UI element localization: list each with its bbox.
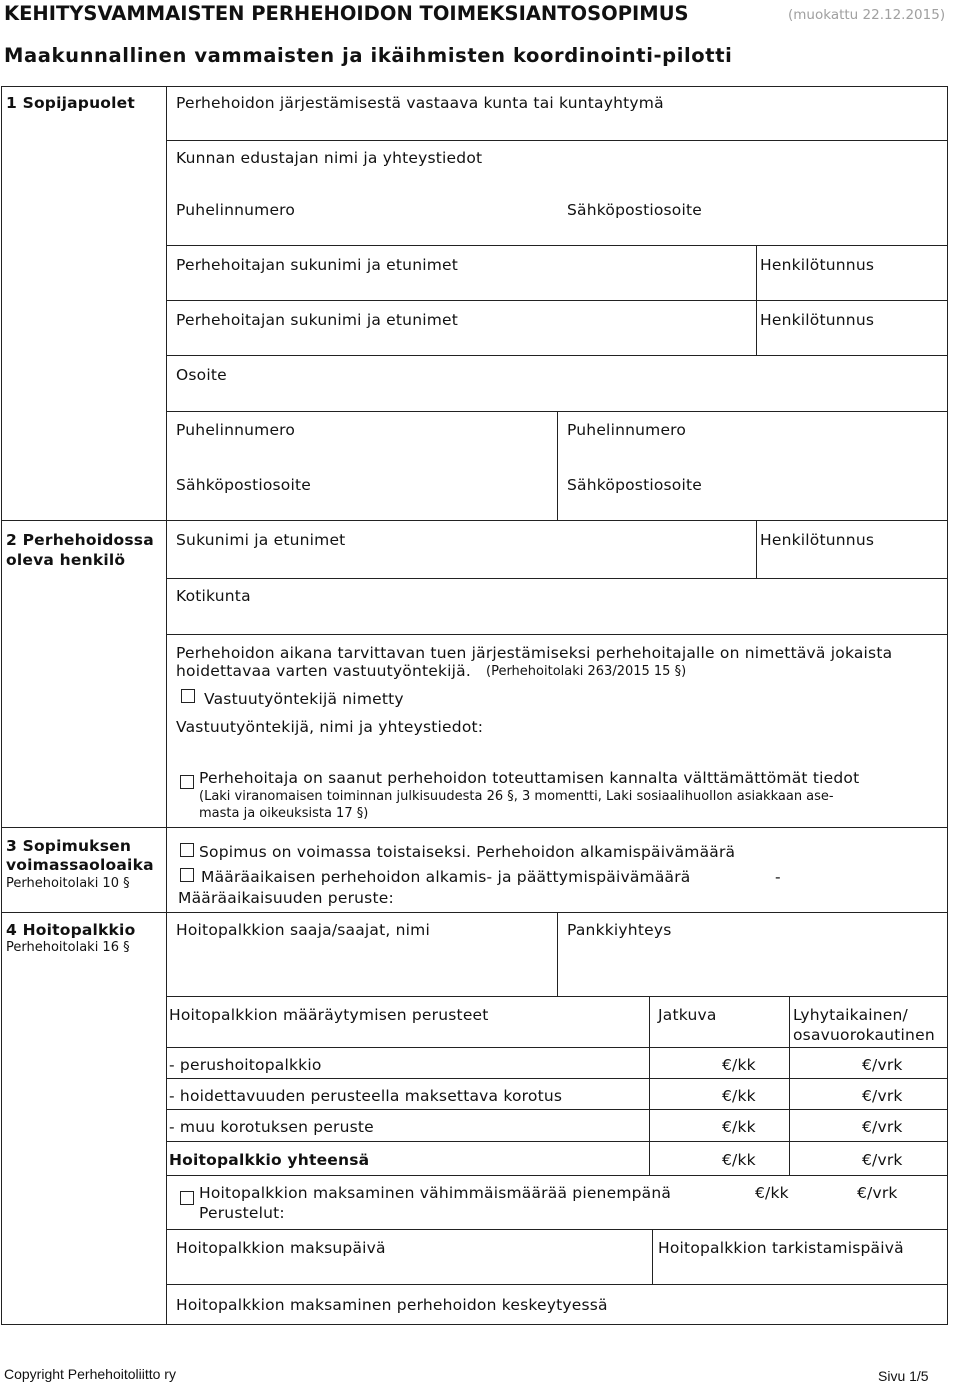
fixed-reason-label: Määräaikaisuuden peruste: — [178, 889, 394, 907]
responsible-text-line2: hoidettavaa varten vastuutyöntekijä. — [176, 662, 472, 680]
fixed-term-checkbox[interactable] — [180, 868, 194, 882]
fee-row-monthly: €/kk — [722, 1056, 756, 1074]
info-received-label: Perhehoitaja on saanut perhehoidon toteuttamisen kannalta välttämättömät tiedot — [199, 769, 860, 787]
phone2-label: Puhelinnumero — [567, 421, 687, 439]
fee-total-monthly: €/kk — [722, 1151, 756, 1169]
section2-heading-line1: 2 Perhehoidossa — [6, 531, 154, 549]
fee-row-label: - perushoitopalkkio — [169, 1056, 322, 1074]
phone1-label: Puhelinnumero — [176, 421, 296, 439]
interruption-label: Hoitopalkkion maksaminen perhehoidon keskeytyessä — [176, 1296, 608, 1314]
caregiver1-name-label: Perhehoitajan sukunimi ja etunimet — [176, 256, 459, 274]
person-id-label: Henkilötunnus — [760, 531, 875, 549]
fee-table-col1-header: Hoitopalkkion määräytymisen perusteet — [169, 1006, 489, 1024]
fee-row-monthly: €/kk — [722, 1118, 756, 1136]
page-number: Sivu 1/5 — [878, 1368, 929, 1384]
responsible-contact-label: Vastuutyöntekijä, nimi ja yhteystiedot: — [176, 718, 484, 736]
email-label: Sähköpostiosoite — [567, 201, 703, 219]
recipient-label: Hoitopalkkion saaja/saajat, nimi — [176, 921, 430, 939]
fee-total-daily: €/vrk — [862, 1151, 903, 1169]
payment-day-label: Hoitopalkkion maksupäivä — [176, 1239, 386, 1257]
section4-law: Perhehoitolaki 16 § — [6, 940, 130, 955]
email2-label: Sähköpostiosoite — [567, 476, 703, 494]
copyright-text: Copyright Perhehoitoliitto ry — [4, 1366, 176, 1382]
fee-row-label: - muu korotuksen peruste — [169, 1118, 374, 1136]
email1-label: Sähköpostiosoite — [176, 476, 312, 494]
responsible-text-line1: Perhehoidon aikana tarvittavan tuen järjestämiseksi perhehoitajalle on nimettävä jokaista — [176, 644, 893, 662]
modified-date: (muokattu 22.12.2015) — [788, 7, 946, 23]
responsible-law: (Perhehoitolaki 263/2015 15 §) — [486, 664, 687, 679]
caregiver1-id-label: Henkilötunnus — [760, 256, 875, 274]
section3-law: Perhehoitolaki 10 § — [6, 876, 130, 891]
fee-row-label: - hoidettavuuden perusteella maksettava korotus — [169, 1087, 563, 1105]
section3-heading-line1: 3 Sopimuksen — [6, 837, 132, 855]
review-day-label: Hoitopalkkion tarkistamispäivä — [658, 1239, 904, 1257]
info-received-checkbox[interactable] — [180, 775, 194, 789]
minimum-fee-checkbox[interactable] — [180, 1191, 194, 1205]
indefinite-label: Sopimus on voimassa toistaiseksi. Perhehoidon alkamispäivämäärä — [199, 843, 736, 861]
caregiver2-id-label: Henkilötunnus — [760, 311, 875, 329]
section1-heading: 1 Sopijapuolet — [6, 94, 135, 112]
section2-heading-line2: oleva henkilö — [6, 551, 126, 569]
section3-heading-line2: voimassaoloaika — [6, 856, 154, 874]
indefinite-checkbox[interactable] — [180, 843, 194, 857]
bank-label: Pankkiyhteys — [567, 921, 672, 939]
minimum-fee-daily: €/vrk — [857, 1184, 898, 1202]
fee-total-label: Hoitopalkkio yhteensä — [169, 1151, 370, 1169]
justifications-label: Perustelut: — [199, 1204, 285, 1222]
municipality-label: Kotikunta — [176, 587, 251, 605]
minimum-fee-monthly: €/kk — [755, 1184, 789, 1202]
fee-row-monthly: €/kk — [722, 1087, 756, 1105]
responsible-checkbox-label: Vastuutyöntekijä nimetty — [204, 690, 404, 708]
person-name-label: Sukunimi ja etunimet — [176, 531, 346, 549]
fee-row-daily: €/vrk — [862, 1118, 903, 1136]
info-law-line2: masta ja oikeuksista 17 §) — [199, 806, 369, 821]
document-title: KEHITYSVAMMAISTEN PERHEHOIDON TOIMEKSIANTOSOPIMUS — [4, 2, 689, 25]
fee-row-daily: €/vrk — [862, 1056, 903, 1074]
representative-label: Kunnan edustajan nimi ja yhteystiedot — [176, 149, 483, 167]
info-law-line1: (Laki viranomaisen toiminnan julkisuudesta 26 §, 3 momentti, Laki sosiaalihuollon asiakkaan ase- — [199, 789, 834, 804]
responsible-checkbox[interactable] — [181, 689, 195, 703]
fee-table-col2-header: Jatkuva — [658, 1006, 717, 1024]
fee-table-col3-header-line1: Lyhytaikainen/ — [793, 1006, 908, 1024]
address-label: Osoite — [176, 366, 227, 384]
fee-table-col3-header-line2: osavuorokautinen — [793, 1026, 935, 1044]
organizer-label: Perhehoidon järjestämisestä vastaava kunta tai kuntayhtymä — [176, 94, 664, 112]
phone-label: Puhelinnumero — [176, 201, 296, 219]
fixed-term-label: Määräaikaisen perhehoidon alkamis- ja päättymispäivämäärä — [201, 868, 691, 886]
section4-heading: 4 Hoitopalkkio — [6, 921, 136, 939]
document-subtitle: Maakunnallinen vammaisten ja ikäihmisten koordinointi-pilotti — [4, 44, 733, 67]
minimum-fee-label: Hoitopalkkion maksaminen vähimmäismäärää pienempänä — [199, 1184, 672, 1202]
caregiver2-name-label: Perhehoitajan sukunimi ja etunimet — [176, 311, 459, 329]
fee-row-daily: €/vrk — [862, 1087, 903, 1105]
fixed-term-dash: - — [775, 868, 781, 886]
